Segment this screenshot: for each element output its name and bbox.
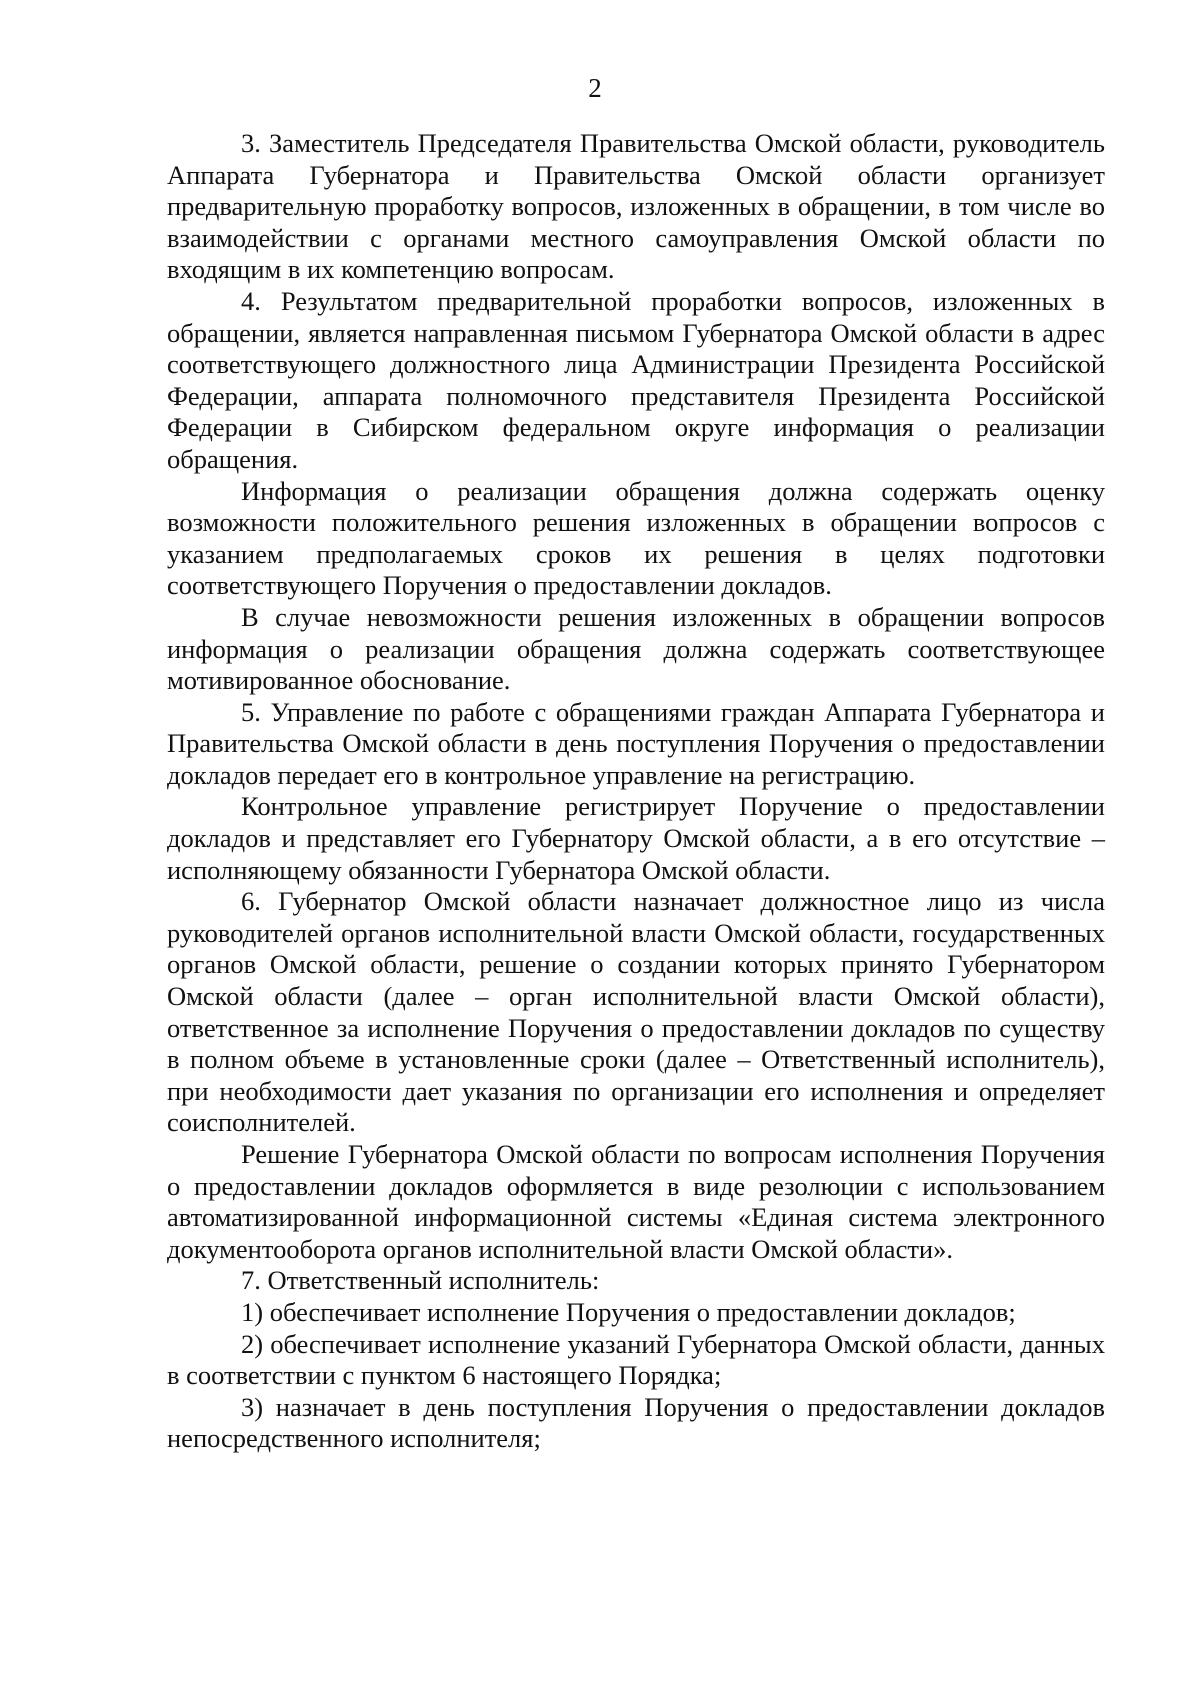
paragraph-item-5-registration: Контрольное управление регистрирует Поручение о предоставлении докладов и представляет его Губернатору Омской области, а в его отсутствие – исполняющему обязанности Губернатора Омской области. [167, 791, 1105, 885]
paragraph-item-6-resolution: Решение Губернатора Омской области по вопросам исполнения Поручения о предоставлении докладов оформляется в виде резолюции с использованием автоматизированной информационной системы «Единая система электронного документооборота органов исполнительной власти Омской области». [167, 1139, 1105, 1264]
paragraph-item-4-impossibility: В случае невозможности решения изложенных в обращении вопросов информация о реализации обращения должна содержать соответствующее мотивированное обоснование. [167, 601, 1105, 696]
document-body [167, 128, 1105, 1455]
paragraph-item-7-2: 2) обеспечивает исполнение указаний Губернатора Омской области, данных в соответствии с пунктом 6 настоящего Порядка; [167, 1328, 1105, 1391]
paragraph-item-4-info: Информация о реализации обращения должна содержать оценку возможности положительного решения изложенных в обращении вопросов с указанием предполагаемых сроков их решения в целях подготовки соответствующего Поручения о предоставлении докладов. [167, 475, 1105, 601]
paragraph-item-5: 5. Управление по работе с обращениями граждан Аппарата Губернатора и Правительства Омской области в день поступления Поручения о предоставлении докладов передает его в контрольное управление на регистрацию. [167, 696, 1105, 790]
paragraph-item-7: 7. Ответственный исполнитель: [241, 1265, 600, 1296]
page-number: 2 [588, 73, 602, 103]
paragraph-item-7-3: 3) назначает в день поступления Поручения о предоставлении докладов непосредственного исполнителя; [167, 1391, 1105, 1454]
paragraph-item-7-1: 1) обеспечивает исполнение Поручения о предоставлении докладов; [241, 1296, 1016, 1327]
paragraph-item-3: 3. Заместитель Председателя Правительства Омской области, руководитель Аппарата Губернатора и Правительства Омской области организует предварительную проработку вопросов, изложенных в обращении, в том числе во взаимодействии с органами местного самоуправления Омской области по входящим в их компетенцию вопросам. [167, 128, 1105, 285]
paragraph-item-4: 4. Результатом предварительной проработки вопросов, изложенных в обращении, является направленная письмом Губернатора Омской области в адрес соответствующего должностного лица Администрации Президента Российской Федерации, аппарата полномочного представителя Президента Российской Федерации в Сибирском федеральном округе информация о реализации обращения. [167, 285, 1105, 474]
paragraph-item-6: 6. Губернатор Омской области назначает должностное лицо из числа руководителей органов исполнительной власти Омской области, государственных органов Омской области, решение о создании которых принято Губернатором Омской области (далее – орган исполнительной власти Омской области), ответственное за исполнение Поручения о предоставлении докладов по существу в полном объеме в установленные сроки (далее – Ответственный исполнитель), при необходимости дает указания по организации его исполнения и определяет соисполнителей. [167, 886, 1105, 1138]
